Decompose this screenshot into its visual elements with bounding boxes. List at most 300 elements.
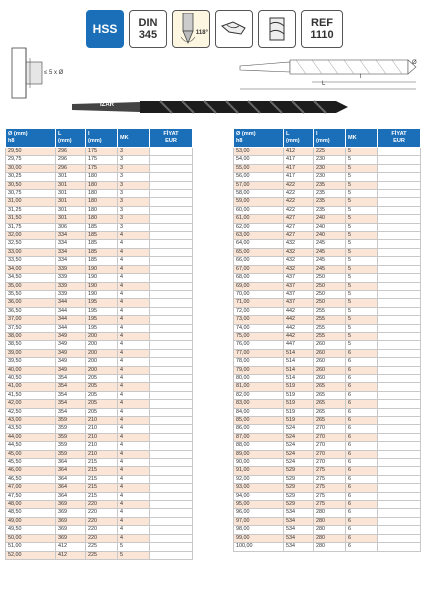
table-row — [6, 223, 193, 231]
cell-length-flute: 255 — [314, 307, 346, 315]
cell-length-flute: 220 — [86, 534, 118, 542]
cell-diameter: 50,00 — [6, 534, 56, 542]
table-row — [234, 198, 421, 206]
cell-taper: 4 — [118, 475, 150, 483]
col-taper: MK — [346, 129, 378, 148]
cell-diameter: 85,00 — [234, 417, 284, 425]
cell-length-flute: 240 — [314, 215, 346, 223]
cell-taper: 5 — [346, 232, 378, 240]
table-row — [6, 433, 193, 441]
cell-diameter: 92,00 — [234, 475, 284, 483]
cell-length-flute: 265 — [314, 417, 346, 425]
cell-taper: 4 — [118, 501, 150, 509]
cell-price — [150, 358, 193, 366]
cell-length-total: 422 — [284, 181, 314, 189]
cell-price — [150, 408, 193, 416]
table-row — [234, 467, 421, 475]
cell-taper: 4 — [118, 391, 150, 399]
cell-taper: 5 — [346, 148, 378, 156]
cell-price — [378, 517, 421, 525]
cell-length-flute: 195 — [86, 324, 118, 332]
table-row — [234, 408, 421, 416]
table-row — [234, 274, 421, 282]
cell-diameter: 99,00 — [234, 534, 284, 542]
cell-length-total: 524 — [284, 425, 314, 433]
cell-price — [150, 475, 193, 483]
cell-length-total: 296 — [56, 156, 86, 164]
cell-price — [150, 526, 193, 534]
table-row — [6, 299, 193, 307]
cell-length-flute: 260 — [314, 366, 346, 374]
col-length-total: L (mm) — [284, 129, 314, 148]
cell-price — [378, 316, 421, 324]
cell-length-flute: 185 — [86, 223, 118, 231]
cell-length-total: 514 — [284, 366, 314, 374]
drill-point-icon — [172, 10, 210, 48]
cell-length-flute: 275 — [314, 501, 346, 509]
cell-price — [150, 274, 193, 282]
cell-price — [378, 341, 421, 349]
cell-price — [378, 484, 421, 492]
cell-price — [150, 181, 193, 189]
table-row — [234, 190, 421, 198]
table-row — [6, 534, 193, 542]
cell-price — [150, 374, 193, 382]
cell-diameter: 67,00 — [234, 265, 284, 273]
cell-length-total: 301 — [56, 198, 86, 206]
cell-length-total: 334 — [56, 240, 86, 248]
cell-price — [378, 543, 421, 551]
cell-diameter: 56,00 — [234, 173, 284, 181]
table-row — [6, 517, 193, 525]
cell-length-flute: 270 — [314, 425, 346, 433]
cell-diameter: 44,50 — [6, 442, 56, 450]
table-row — [234, 324, 421, 332]
cell-length-flute: 280 — [314, 526, 346, 534]
cell-taper: 4 — [118, 366, 150, 374]
cell-length-total: 432 — [284, 248, 314, 256]
cell-diameter: 73,00 — [234, 316, 284, 324]
table-row — [234, 265, 421, 273]
table-row — [6, 181, 193, 189]
cell-taper: 5 — [346, 316, 378, 324]
cell-taper: 6 — [346, 509, 378, 517]
cell-taper: 4 — [118, 265, 150, 273]
cell-price — [378, 190, 421, 198]
table-row — [234, 349, 421, 357]
cell-taper: 6 — [346, 450, 378, 458]
col-diameter: Ø (mm) h8 — [234, 129, 284, 148]
cell-price — [150, 551, 193, 559]
table-header-row — [6, 129, 193, 148]
cell-length-flute: 230 — [314, 173, 346, 181]
hss-badge: HSS — [86, 10, 124, 48]
cell-price — [378, 148, 421, 156]
table-row — [234, 417, 421, 425]
cell-taper: 5 — [346, 257, 378, 265]
cell-length-total: 369 — [56, 509, 86, 517]
table-row — [234, 282, 421, 290]
cell-diameter: 39,00 — [6, 349, 56, 357]
cell-diameter: 45,50 — [6, 459, 56, 467]
cell-diameter: 33,50 — [6, 257, 56, 265]
cell-taper: 5 — [346, 223, 378, 231]
cell-diameter: 45,00 — [6, 450, 56, 458]
cell-taper: 5 — [346, 190, 378, 198]
table-row — [234, 492, 421, 500]
cell-length-total: 529 — [284, 501, 314, 509]
cell-length-flute: 200 — [86, 349, 118, 357]
table-row — [6, 307, 193, 315]
table-row — [6, 341, 193, 349]
cell-length-total: 519 — [284, 383, 314, 391]
table-row — [234, 433, 421, 441]
cell-diameter: 71,00 — [234, 299, 284, 307]
table-header-row — [234, 129, 421, 148]
table-row — [6, 148, 193, 156]
cell-length-total: 412 — [284, 148, 314, 156]
table-row — [6, 551, 193, 559]
cell-diameter: 33,00 — [6, 248, 56, 256]
cell-price — [150, 433, 193, 441]
table-body-right — [234, 148, 421, 552]
cell-taper: 4 — [118, 240, 150, 248]
cell-length-flute: 255 — [314, 324, 346, 332]
cell-price — [378, 501, 421, 509]
cell-taper: 4 — [118, 433, 150, 441]
cell-length-flute: 175 — [86, 156, 118, 164]
cell-length-flute: 210 — [86, 425, 118, 433]
cell-length-flute: 200 — [86, 366, 118, 374]
cell-diameter: 96,00 — [234, 509, 284, 517]
cell-taper: 6 — [346, 484, 378, 492]
cell-length-flute: 255 — [314, 316, 346, 324]
cell-diameter: 38,50 — [6, 341, 56, 349]
cell-taper: 5 — [346, 156, 378, 164]
cell-length-total: 427 — [284, 223, 314, 231]
cell-length-flute: 205 — [86, 408, 118, 416]
cell-diameter: 46,50 — [6, 475, 56, 483]
table-row — [234, 501, 421, 509]
cell-length-total: 432 — [284, 257, 314, 265]
cell-length-total: 519 — [284, 408, 314, 416]
cell-taper: 4 — [118, 417, 150, 425]
cell-length-flute: 185 — [86, 240, 118, 248]
cell-price — [378, 223, 421, 231]
cell-length-total: 369 — [56, 501, 86, 509]
cell-length-total: 301 — [56, 190, 86, 198]
table-row — [234, 307, 421, 315]
cell-taper: 4 — [118, 324, 150, 332]
cell-price — [150, 248, 193, 256]
cell-price — [378, 534, 421, 542]
dim-l-label: l — [360, 74, 362, 80]
cell-length-total: 437 — [284, 299, 314, 307]
table-row — [6, 526, 193, 534]
cell-diameter: 32,00 — [6, 232, 56, 240]
cell-diameter: 79,00 — [234, 366, 284, 374]
table-row — [6, 257, 193, 265]
cell-length-total: 432 — [284, 265, 314, 273]
din-badge: DIN 345 — [129, 10, 167, 48]
cell-taper: 6 — [346, 459, 378, 467]
table-row — [6, 400, 193, 408]
cell-taper: 5 — [118, 551, 150, 559]
cell-length-flute: 260 — [314, 349, 346, 357]
cell-length-flute: 260 — [314, 341, 346, 349]
cell-price — [378, 433, 421, 441]
cell-length-total: 519 — [284, 417, 314, 425]
cell-length-total: 369 — [56, 517, 86, 525]
cell-diameter: 42,00 — [6, 400, 56, 408]
cell-price — [150, 366, 193, 374]
dim-d-label: Ø — [412, 60, 417, 66]
cell-length-total: 432 — [284, 240, 314, 248]
cell-price — [378, 232, 421, 240]
cell-taper: 6 — [346, 366, 378, 374]
cell-length-total: 442 — [284, 324, 314, 332]
cell-taper: 6 — [346, 492, 378, 500]
cell-price — [150, 164, 193, 172]
table-row — [234, 316, 421, 324]
cell-price — [378, 164, 421, 172]
drill-spec-table-right — [233, 128, 421, 552]
cell-taper: 6 — [346, 383, 378, 391]
table-row — [6, 173, 193, 181]
cell-length-total: 447 — [284, 341, 314, 349]
cell-length-total: 364 — [56, 475, 86, 483]
cell-price — [378, 282, 421, 290]
table-row — [6, 383, 193, 391]
cell-taper: 4 — [118, 232, 150, 240]
cell-length-total: 442 — [284, 332, 314, 340]
cell-diameter: 60,00 — [234, 206, 284, 214]
cell-length-flute: 210 — [86, 433, 118, 441]
cell-length-flute: 215 — [86, 475, 118, 483]
table-row — [6, 543, 193, 551]
cell-diameter: 39,50 — [6, 358, 56, 366]
cell-diameter: 97,00 — [234, 517, 284, 525]
table-row — [6, 290, 193, 298]
cell-length-total: 339 — [56, 265, 86, 273]
cell-taper: 6 — [346, 517, 378, 525]
cell-price — [378, 425, 421, 433]
cell-taper: 4 — [118, 383, 150, 391]
cell-taper: 4 — [118, 442, 150, 450]
cell-length-total: 344 — [56, 307, 86, 315]
cell-length-total: 296 — [56, 164, 86, 172]
cell-length-flute: 280 — [314, 534, 346, 542]
cell-diameter: 49,50 — [6, 526, 56, 534]
cell-length-total: 334 — [56, 257, 86, 265]
cell-price — [150, 206, 193, 214]
cell-taper: 4 — [118, 307, 150, 315]
cell-taper: 5 — [346, 240, 378, 248]
cell-length-total: 354 — [56, 400, 86, 408]
cell-diameter: 37,00 — [6, 316, 56, 324]
cell-taper: 5 — [346, 307, 378, 315]
cell-length-flute: 270 — [314, 459, 346, 467]
cell-diameter: 53,00 — [234, 148, 284, 156]
cell-diameter: 51,00 — [6, 543, 56, 551]
cell-diameter: 31,00 — [6, 198, 56, 206]
cell-length-total: 529 — [284, 467, 314, 475]
cell-price — [150, 232, 193, 240]
cell-length-flute: 180 — [86, 198, 118, 206]
cell-length-flute: 240 — [314, 223, 346, 231]
cell-length-total: 359 — [56, 450, 86, 458]
cell-length-flute: 265 — [314, 391, 346, 399]
col-diameter: Ø (mm) h8 — [6, 129, 56, 148]
cell-taper: 4 — [118, 534, 150, 542]
cell-diameter: 35,50 — [6, 290, 56, 298]
col-length-total: L (mm) — [56, 129, 86, 148]
cell-taper: 6 — [346, 417, 378, 425]
table-row — [6, 467, 193, 475]
cell-taper: 6 — [346, 374, 378, 382]
cell-price — [378, 173, 421, 181]
cell-length-flute: 215 — [86, 492, 118, 500]
cell-diameter: 57,00 — [234, 181, 284, 189]
cell-diameter: 35,00 — [6, 282, 56, 290]
cell-diameter: 29,75 — [6, 156, 56, 164]
table-row — [234, 148, 421, 156]
cell-length-flute: 220 — [86, 526, 118, 534]
table-row — [6, 215, 193, 223]
cell-diameter: 93,00 — [234, 484, 284, 492]
cell-length-total: 437 — [284, 290, 314, 298]
cell-price — [150, 492, 193, 500]
cell-length-flute: 235 — [314, 190, 346, 198]
cell-taper: 5 — [346, 324, 378, 332]
cell-price — [378, 509, 421, 517]
cell-taper: 6 — [346, 467, 378, 475]
cell-length-total: 344 — [56, 324, 86, 332]
table-row — [234, 299, 421, 307]
cell-length-flute: 180 — [86, 190, 118, 198]
cell-taper: 5 — [346, 265, 378, 273]
table-row — [234, 517, 421, 525]
cell-length-total: 339 — [56, 282, 86, 290]
cell-taper: 4 — [118, 459, 150, 467]
table-row — [6, 509, 193, 517]
cell-diameter: 48,00 — [6, 501, 56, 509]
cell-price — [378, 198, 421, 206]
cell-length-total: 524 — [284, 459, 314, 467]
cell-price — [378, 215, 421, 223]
cell-price — [378, 526, 421, 534]
cell-price — [378, 450, 421, 458]
cell-price — [378, 332, 421, 340]
cell-taper: 4 — [118, 358, 150, 366]
cell-price — [378, 442, 421, 450]
table-row — [6, 240, 193, 248]
cell-length-flute: 260 — [314, 358, 346, 366]
cell-taper: 4 — [118, 450, 150, 458]
table-row — [6, 358, 193, 366]
cell-diameter: 32,50 — [6, 240, 56, 248]
cell-length-total: 334 — [56, 248, 86, 256]
cell-price — [378, 265, 421, 273]
cell-price — [150, 517, 193, 525]
cell-taper: 5 — [346, 332, 378, 340]
cell-length-total: 524 — [284, 450, 314, 458]
cell-length-flute: 250 — [314, 282, 346, 290]
depth-diagram — [4, 40, 74, 110]
cell-diameter: 68,00 — [234, 274, 284, 282]
cell-taper: 5 — [346, 248, 378, 256]
cell-diameter: 66,00 — [234, 257, 284, 265]
cell-length-total: 417 — [284, 164, 314, 172]
cell-length-total: 354 — [56, 383, 86, 391]
cell-length-total: 364 — [56, 492, 86, 500]
cell-length-total: 437 — [284, 282, 314, 290]
cell-length-flute: 200 — [86, 358, 118, 366]
table-row — [6, 417, 193, 425]
cell-taper: 3 — [118, 206, 150, 214]
cell-length-flute: 180 — [86, 215, 118, 223]
cell-taper: 6 — [346, 501, 378, 509]
cell-taper: 4 — [118, 492, 150, 500]
cell-length-flute: 245 — [314, 257, 346, 265]
cell-taper: 4 — [118, 282, 150, 290]
cell-length-flute: 265 — [314, 400, 346, 408]
cell-price — [150, 349, 193, 357]
dim-L-label: L — [322, 81, 326, 87]
table-row — [6, 332, 193, 340]
cell-length-total: 344 — [56, 299, 86, 307]
cell-price — [150, 543, 193, 551]
cell-length-flute: 185 — [86, 232, 118, 240]
cell-diameter: 88,00 — [234, 442, 284, 450]
cell-taper: 5 — [346, 173, 378, 181]
cell-diameter: 36,50 — [6, 307, 56, 315]
cell-taper: 3 — [118, 181, 150, 189]
cell-taper: 6 — [346, 349, 378, 357]
cell-length-flute: 180 — [86, 206, 118, 214]
cell-length-flute: 220 — [86, 509, 118, 517]
cell-diameter: 47,50 — [6, 492, 56, 500]
cell-length-total: 417 — [284, 173, 314, 181]
cell-length-total: 369 — [56, 534, 86, 542]
table-row — [234, 156, 421, 164]
cell-price — [378, 492, 421, 500]
table-row — [234, 332, 421, 340]
cell-price — [378, 358, 421, 366]
cell-price — [150, 467, 193, 475]
cell-taper: 5 — [346, 215, 378, 223]
cell-diameter: 59,00 — [234, 198, 284, 206]
cell-price — [150, 173, 193, 181]
cell-length-flute: 270 — [314, 433, 346, 441]
cell-taper: 4 — [118, 509, 150, 517]
cell-length-total: 301 — [56, 206, 86, 214]
table-row — [6, 450, 193, 458]
table-row — [234, 442, 421, 450]
cell-diameter: 62,00 — [234, 223, 284, 231]
cell-price — [150, 190, 193, 198]
cell-length-total: 534 — [284, 543, 314, 551]
table-row — [6, 442, 193, 450]
cell-price — [150, 282, 193, 290]
table-row — [234, 206, 421, 214]
cell-length-flute: 275 — [314, 484, 346, 492]
cell-length-flute: 215 — [86, 467, 118, 475]
table-row — [6, 475, 193, 483]
cell-length-total: 524 — [284, 433, 314, 441]
col-length-flute: l (mm) — [86, 129, 118, 148]
cell-diameter: 81,00 — [234, 383, 284, 391]
